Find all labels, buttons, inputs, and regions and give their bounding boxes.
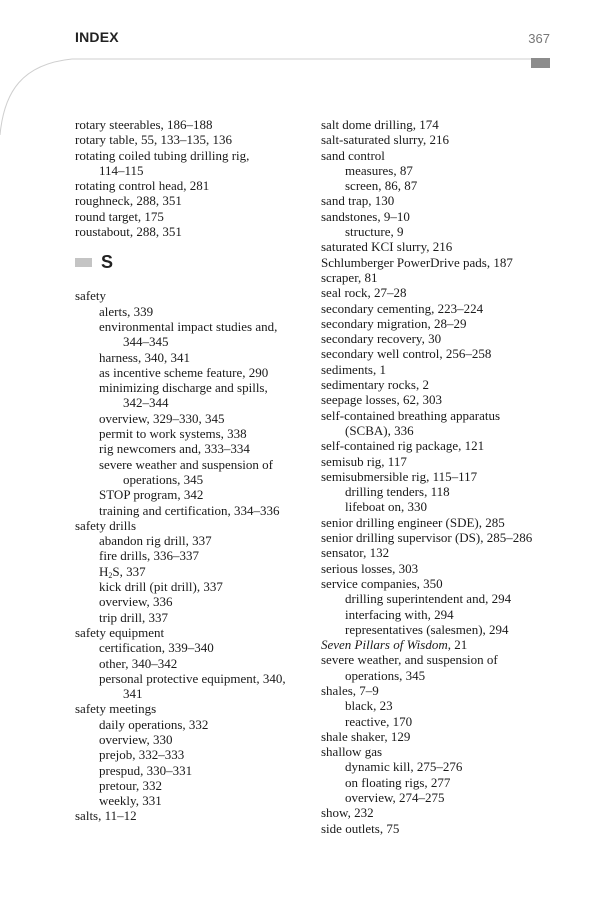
index-entry: service companies, 350 xyxy=(321,575,443,591)
index-subentry: severe weather and suspension of xyxy=(99,456,273,472)
index-entry: semisub rig, 117 xyxy=(321,453,407,469)
index-subentry: alerts, 339 xyxy=(99,303,154,319)
index-entry: roustabout, 288, 351 xyxy=(75,224,182,240)
index-entry: roughneck, 288, 351 xyxy=(75,193,182,209)
running-head-title: INDEX xyxy=(75,29,119,45)
index-entry: shale shaker, 129 xyxy=(321,728,411,744)
index-entry: scraper, 81 xyxy=(321,269,378,285)
index-subentry: environmental impact studies and, xyxy=(99,318,278,334)
index-entry: show, 232 xyxy=(321,805,374,821)
index-subentry: structure, 9 xyxy=(345,224,404,240)
index-entry: serious losses, 303 xyxy=(321,560,419,576)
index-entry: shallow gas xyxy=(321,744,383,760)
index-subentry-continuation: 344–345 xyxy=(123,334,169,350)
index-subentry: harness, 340, 341 xyxy=(99,349,190,365)
index-column-left xyxy=(75,117,307,824)
index-entry: Schlumberger PowerDrive pads, 187 xyxy=(321,254,513,270)
index-entry: safety equipment xyxy=(75,624,165,640)
index-subentry: lifeboat on, 330 xyxy=(345,499,427,515)
index-entry: senior drilling engineer (SDE), 285 xyxy=(321,514,505,530)
index-subentry: black, 23 xyxy=(345,698,393,714)
index-subentry: drilling tenders, 118 xyxy=(345,484,450,500)
index-subentry: overview, 274–275 xyxy=(345,790,445,806)
index-subentry: personal protective equipment, 340, xyxy=(99,670,286,686)
index-entry: sedimentary rocks, 2 xyxy=(321,377,429,393)
index-entry: shales, 7–9 xyxy=(321,682,379,698)
index-entry: sandstones, 9–10 xyxy=(321,208,410,224)
index-subentry: other, 340–342 xyxy=(99,655,178,671)
index-entry-continuation: operations, 345 xyxy=(345,667,426,683)
index-subentry: STOP program, 342 xyxy=(99,487,204,503)
index-entry: rotating coiled tubing drilling rig, xyxy=(75,147,250,163)
index-entry: salt dome drilling, 174 xyxy=(321,117,439,132)
index-entry: self-contained breathing apparatus xyxy=(321,407,501,423)
index-entry: sand control xyxy=(321,147,385,163)
index-subentry: minimizing discharge and spills, xyxy=(99,380,268,396)
index-subentry: abandon rig drill, 337 xyxy=(99,533,212,549)
index-subentry: prespud, 330–331 xyxy=(99,762,193,778)
index-subentry: screen, 86, 87 xyxy=(345,178,418,194)
index-subentry: fire drills, 336–337 xyxy=(99,548,200,564)
index-entry: rotating control head, 281 xyxy=(75,178,210,194)
index-subentry: drilling superintendent and, 294 xyxy=(345,591,512,607)
index-entry: rotary table, 55, 133–135, 136 xyxy=(75,132,233,148)
index-entry-continuation: (SCBA), 336 xyxy=(345,422,414,438)
index-subentry-continuation: 341 xyxy=(123,686,143,702)
index-entry: salt-saturated slurry, 216 xyxy=(321,132,450,148)
section-heading xyxy=(75,248,307,276)
page-number: 367 xyxy=(528,31,550,46)
index-subentry: kick drill (pit drill), 337 xyxy=(99,579,223,595)
index-subentry-continuation: operations, 345 xyxy=(123,471,204,487)
index-subentry: pretour, 332 xyxy=(99,777,163,793)
index-entry: salts, 11–12 xyxy=(75,808,137,824)
index-entry: seepage losses, 62, 303 xyxy=(321,392,442,408)
index-subentry: representatives (salesmen), 294 xyxy=(345,621,509,637)
index-subentry: overview, 330 xyxy=(99,731,173,747)
index-entry: rotary steerables, 186–188 xyxy=(75,117,213,132)
index-column-right xyxy=(321,117,556,836)
index-entry: Seven Pillars of Wisdom, 21 xyxy=(321,637,468,653)
index-subentry: certification, 339–340 xyxy=(99,640,214,656)
left-post-section-entries xyxy=(75,288,307,823)
left-pre-section-entries xyxy=(75,117,307,239)
index-entry: seal rock, 27–28 xyxy=(321,285,407,301)
index-subentry: overview, 329–330, 345 xyxy=(99,410,225,426)
index-entry: round target, 175 xyxy=(75,208,164,224)
index-entry: self-contained rig package, 121 xyxy=(321,438,485,454)
index-subentry: trip drill, 337 xyxy=(99,609,168,625)
index-subentry: weekly, 331 xyxy=(99,793,162,809)
index-subentry: reactive, 170 xyxy=(345,713,413,729)
index-entry: secondary migration, 28–29 xyxy=(321,315,467,331)
index-entry-continuation: 114–115 xyxy=(99,162,144,178)
index-entry: sensator, 132 xyxy=(321,545,390,561)
index-subentry: $H_2S$, 337 xyxy=(99,563,146,580)
index-entry: semisubmersible rig, 115–117 xyxy=(321,468,478,484)
index-subentry: rig newcomers and, 333–334 xyxy=(99,441,250,457)
index-entry: severe weather, and suspension of xyxy=(321,652,498,668)
index-subentry: overview, 336 xyxy=(99,594,173,610)
index-subentry: measures, 87 xyxy=(345,162,413,178)
index-subentry: daily operations, 332 xyxy=(99,716,209,732)
index-subentry: dynamic kill, 275–276 xyxy=(345,759,463,775)
index-entry: side outlets, 75 xyxy=(321,820,400,836)
index-entry: sediments, 1 xyxy=(321,361,386,377)
index-entry: secondary cementing, 223–224 xyxy=(321,300,484,316)
index-entry: senior drilling supervisor (DS), 285–286 xyxy=(321,530,533,546)
index-subentry: prejob, 332–333 xyxy=(99,747,185,763)
section-marker-box xyxy=(75,258,92,267)
index-entry: safety drills xyxy=(75,517,137,533)
page-tab-marker xyxy=(531,58,550,68)
section-letter: S xyxy=(101,251,114,272)
index-entry: safety xyxy=(75,288,107,304)
index-subentry: training and certification, 334–336 xyxy=(99,502,280,518)
index-subentry: on floating rigs, 277 xyxy=(345,774,451,790)
index-entry: secondary well control, 256–258 xyxy=(321,346,492,362)
index-entry: secondary recovery, 30 xyxy=(321,331,442,347)
index-subentry-continuation: 342–344 xyxy=(123,395,169,411)
index-entry: safety meetings xyxy=(75,701,157,717)
index-subentry: permit to work systems, 338 xyxy=(99,426,247,442)
index-entry: sand trap, 130 xyxy=(321,193,395,209)
index-subentry: as incentive scheme feature, 290 xyxy=(99,364,269,380)
index-subentry: interfacing with, 294 xyxy=(345,606,454,622)
index-entry: saturated KCI slurry, 216 xyxy=(321,239,453,255)
